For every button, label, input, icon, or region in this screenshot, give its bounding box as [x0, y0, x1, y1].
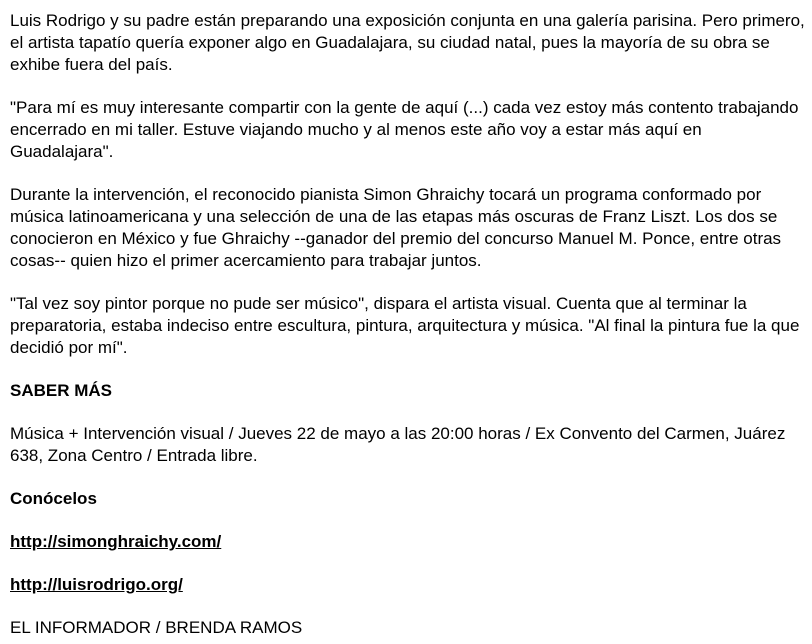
conocelos-heading: Conócelos [10, 489, 97, 508]
paragraph-quote-pintor: "Tal vez soy pintor porque no pude ser músico", dispara el artista visual. Cuenta que al terminar la preparatoria, estaba indeciso entre escultura, pintura, arquitectura y música. "Al final la pintura fue la que decidió por mí". [10, 294, 800, 357]
paragraph-exposicion: Luis Rodrigo y su padre están preparando una exposición conjunta en una galería parisina. Pero primero, el artista tapatío quería exponer algo en Guadalajara, su ciudad natal, pues la mayoría de su obra se exhibe fuera del país. [10, 11, 805, 74]
link-luisrodrigo-row [10, 574, 806, 596]
link-simonghraichy[interactable]: http://simonghraichy.com/ [10, 532, 222, 551]
byline: EL INFORMADOR / BRENDA RAMOS [10, 618, 303, 637]
paragraph-quote-taller: "Para mí es muy interesante compartir con la gente de aquí (...) cada vez estoy más contento trabajando encerrado en mi taller. Estuve viajando mucho y al menos este año voy a estar más aquí en Guadalajara". [10, 98, 799, 161]
saber-mas-heading: SABER MÁS [10, 381, 113, 400]
article-body [10, 10, 806, 639]
paragraph-intervencion: Durante la intervención, el reconocido pianista Simon Ghraichy tocará un programa conformado por música latinoamericana y una selección de una de las etapas más oscuras de Franz Liszt. Los dos se conocieron en México y fue Ghraichy --ganador del premio del concurso Manuel M. Ponce, entre otras cosas-- quien hizo el primer acercamiento para trabajar juntos. [10, 185, 782, 270]
event-details: Música + Intervención visual / Jueves 22 de mayo a las 20:00 horas / Ex Convento del Carmen, Juárez 638, Zona Centro / Entrada libre. [10, 424, 786, 465]
link-luisrodrigo[interactable]: http://luisrodrigo.org/ [10, 575, 183, 594]
link-simonghraichy-row [10, 531, 806, 553]
